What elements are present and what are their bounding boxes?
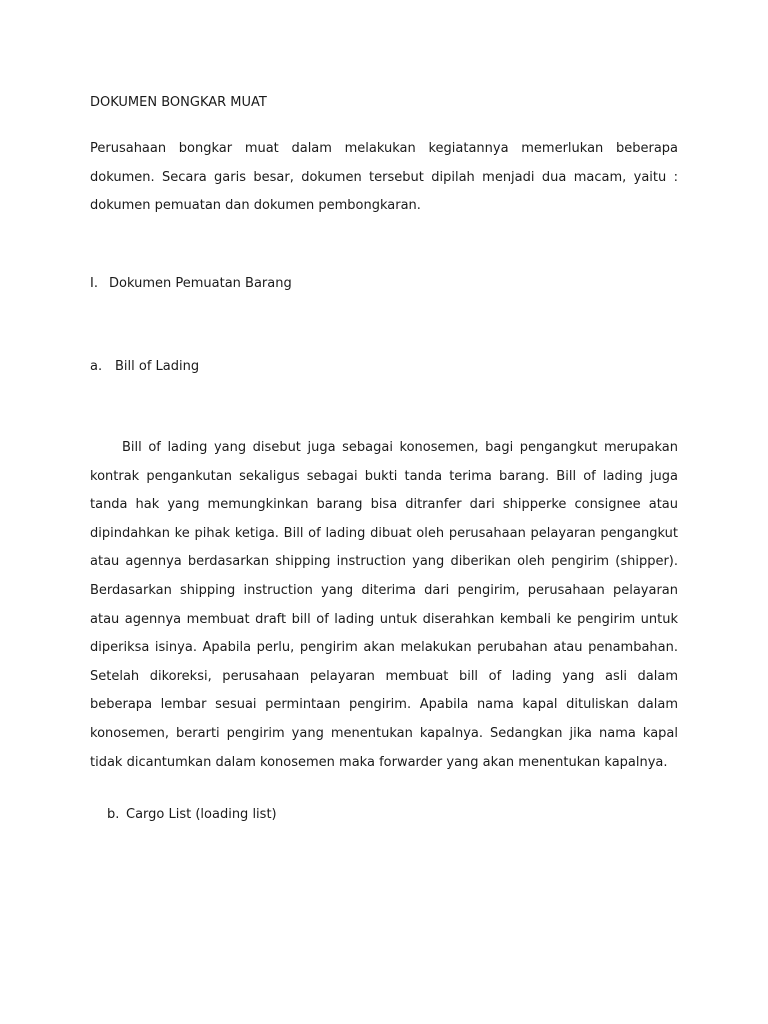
subsection-heading-a — [90, 358, 678, 376]
subsection-title-b: Cargo List (loading list) — [126, 807, 277, 822]
subsection-title-a: Bill of Lading — [115, 359, 200, 374]
bill-of-lading-paragraph: Bill of lading yang disebut juga sebagai konosemen, bagi pengangkut merupakan kontrak pengankutan sekaligus sebagai bukti tanda terima barang. Bill of lading juga tanda hak yang memungkinkan barang bisa ditranfer dari shipperke consignee atau dipindahkan ke pihak ketiga. Bill of lading dibuat oleh perusahaan pelayaran pengangkut atau agennya berdasarkan shipping instruction yang diberikan oleh pengirim (shipper). Berdasarkan shipping instruction yang diterima dari pengirim, perusahaan pelayaran atau agennya membuat draft bill of lading untuk diserahkan kembali ke pengirim untuk diperiksa isinya. Apabila perlu, pengirim akan melakukan perubahan atau penambahan. Setelah dikoreksi, perusahaan pelayaran membuat bill of lading yang asli dalam beberapa lembar sesuai permintaan pengirim. Apabila nama kapal dituliskan dalam konosemen, berarti pengirim yang menentukan kapalnya. Sedangkan jika nama kapal tidak dicantumkan dalam konosemen maka forwarder yang akan menentukan kapalnya. — [90, 440, 678, 770]
section-number: I. — [90, 276, 98, 291]
document-title: DOKUMEN BONGKAR MUAT — [90, 95, 267, 110]
section-title: Dokumen Pemuatan Barang — [109, 276, 292, 291]
subsection-letter-a: a. — [90, 359, 103, 374]
section-heading-1 — [90, 275, 678, 293]
subsection-heading-b — [107, 806, 695, 824]
intro-paragraph: Perusahaan bongkar muat dalam melakukan kegiatannya memerlukan beberapa dokumen. Secara garis besar, dokumen tersebut dipilah menjadi dua macam, yaitu : dokumen pemuatan dan dokumen pembongkaran. — [90, 141, 678, 213]
subsection-letter-b: b. — [107, 807, 120, 822]
